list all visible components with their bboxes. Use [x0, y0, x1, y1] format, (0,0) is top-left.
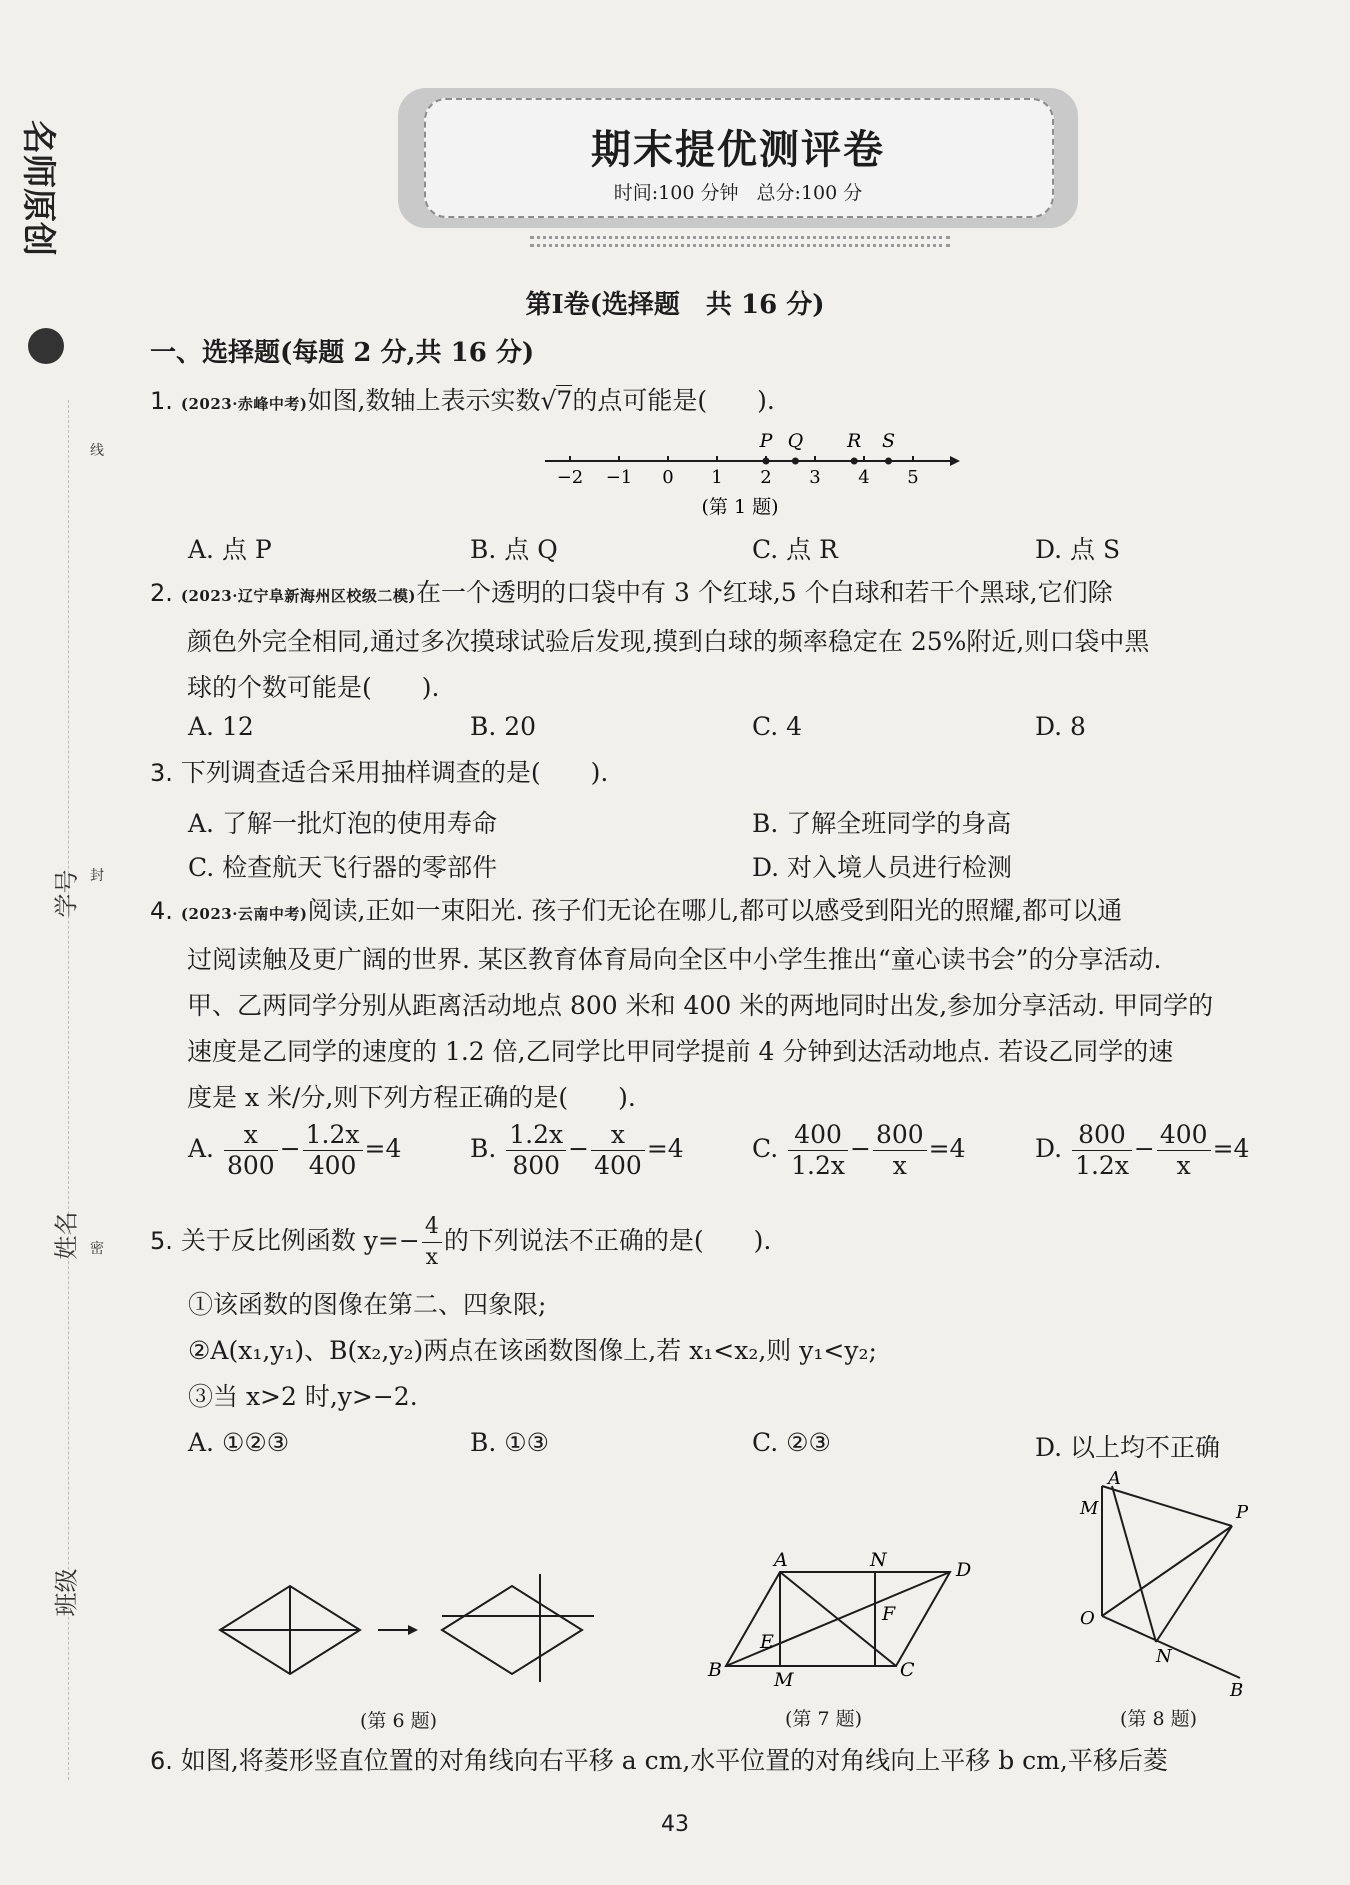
q3-option-d[interactable]: D. 对入境人员进行检测 [752, 853, 1013, 882]
figure-7 [700, 1536, 980, 1716]
q3-option-a[interactable]: A. 了解一批灯泡的使用寿命 [188, 809, 497, 838]
svg-text:P: P [1236, 1502, 1249, 1523]
number-line-point-label: S [881, 430, 896, 452]
section-heading: 第Ⅰ卷(选择题 共 16 分) [525, 290, 825, 320]
question-6: 6. 如图,将菱形竖直位置的对角线向右平移 a cm,水平位置的对角线向上平移 b cm,平移后菱 [150, 1746, 1168, 1775]
number-line-point [792, 458, 799, 465]
q4-option-d[interactable]: D. $\frac{800}{1.2x}$ − $\frac{400}{x}$ =4 [1035, 1120, 1250, 1180]
q3-option-b[interactable]: B. 了解全班同学的身高 [752, 809, 1012, 838]
question-5-statement-3: ③当 x>2 时,y>−2. [188, 1382, 418, 1411]
svg-text:O: O [1080, 1608, 1095, 1629]
svg-text:A: A [1108, 1470, 1121, 1489]
binding-label-seal: 封 [90, 868, 104, 884]
question-4: 4. (2023·云南中考)阅读,正如一束阳光. 孩子们无论在哪儿,都可以感受到阳光的照耀,都可以通 过阅读触及更广阔的世界. 某区教育体育局向全区中小学生推出“童心读书会”的分享活动. 甲、乙两同学分别从距离活动地点 800 米和 400 米的两地同时出发,参加分享活动. 甲同学的 速度是乙同学的速度的 1.2 倍,乙同学比甲同学提前 4 分钟到达活动地点. 若设乙同学的速 度是 x 米/分,则下列方程正确的是( ). [150, 896, 1214, 1112]
question-1: 1. (2023·赤峰中考)如图,数轴上表示实数√7的点可能是( ). [150, 386, 775, 415]
q1-option-a[interactable]: A. 点 P [188, 535, 272, 564]
question-3: 3. 下列调查适合采用抽样调查的是( ). [150, 758, 609, 787]
number-line-tick-label: −2 [556, 467, 584, 488]
binding-label-line: 线 [90, 443, 104, 459]
number-line-point [851, 458, 858, 465]
brand-text: 名师原创 [18, 120, 58, 256]
number-line-tick-label: 1 [711, 467, 723, 488]
svg-text:N: N [1156, 1646, 1172, 1667]
number-line-point [885, 458, 892, 465]
question-5: 5. 关于反比例函数 y=− $\frac{4}{x}$ 的下列说法不正确的是( ). [150, 1214, 772, 1270]
q3-option-c[interactable]: C. 检查航天飞行器的零部件 [188, 853, 498, 882]
brand-logo [18, 120, 66, 380]
svg-text:B: B [1230, 1680, 1244, 1700]
svg-text:E: E [760, 1631, 774, 1653]
figure-6-caption: (第 6 题) [360, 1710, 437, 1732]
q2-option-b[interactable]: B. 20 [470, 712, 537, 741]
q2-option-a[interactable]: A. 12 [188, 712, 254, 741]
number-line-point-label: R [847, 430, 862, 452]
q2-option-d[interactable]: D. 8 [1035, 712, 1086, 741]
figure-8-caption: (第 8 题) [1120, 1708, 1197, 1730]
question-source: (2023·赤峰中考) [180, 395, 308, 413]
question-2: 2. (2023·辽宁阜新海州区校级二模)在一个透明的口袋中有 3 个红球,5 个白球和若干个黑球,它们除 颜色外完全相同,通过多次摸球试验后发现,摸到白球的频率稳定在 25%附近,则口袋中黑 球的个数可能是( ). [150, 578, 1150, 702]
student-id-label: 学号 [52, 869, 81, 918]
svg-text:D: D [956, 1559, 972, 1581]
number-line-tick-label: −1 [605, 467, 633, 488]
number-line-tick-label: 4 [858, 467, 870, 488]
binding-label-secret: 密 [90, 1241, 104, 1257]
exam-time-info: 时间:100 分钟 总分:100 分 [613, 182, 863, 204]
number-line-point [763, 458, 770, 465]
number-line-tick-label: 0 [662, 467, 674, 488]
q5-option-a[interactable]: A. ①②③ [188, 1428, 290, 1457]
q2-option-c[interactable]: C. 4 [752, 712, 803, 741]
svg-text:C: C [900, 1659, 915, 1681]
figure-caption: (第 1 题) [701, 496, 779, 518]
name-label: 姓名 [52, 1211, 81, 1260]
number-line-tick-label: 3 [809, 467, 821, 488]
class-label: 班级 [52, 1568, 81, 1617]
page-title: 期末提优测评卷 [591, 127, 885, 173]
title-underline [530, 236, 950, 239]
brand-globe-icon [28, 328, 64, 364]
number-line-tick-label: 2 [760, 467, 772, 488]
number-line-figure [540, 425, 960, 525]
number-line-point-label: P [759, 430, 773, 452]
svg-text:F: F [882, 1603, 896, 1625]
svg-text:N: N [870, 1549, 887, 1571]
question-5-statement-2: ②A(x₁,y₁)、B(x₂,y₂)两点在该函数图像上,若 x₁<x₂,则 y₁<y₂; [188, 1336, 877, 1365]
q1-option-b[interactable]: B. 点 Q [470, 535, 558, 564]
q5-option-d[interactable]: D. 以上均不正确 [1035, 1433, 1221, 1462]
question-5-statement-1: ①该函数的图像在第二、四象限; [188, 1290, 547, 1319]
svg-text:M: M [774, 1669, 794, 1691]
sqrt-expression: √7 [540, 386, 573, 415]
q4-option-a[interactable]: A. $\frac{x}{800}$ − $\frac{1.2x}{400}$ =4 [188, 1120, 402, 1180]
part-heading: 一、选择题(每题 2 分,共 16 分) [150, 338, 535, 368]
figure-7-caption: (第 7 题) [785, 1708, 862, 1730]
page-number: 43 [661, 1812, 689, 1837]
q1-option-c[interactable]: C. 点 R [752, 535, 838, 564]
number-line-point-label: Q [787, 430, 804, 452]
figure-8 [1060, 1470, 1300, 1700]
number-line-tick-label: 5 [907, 467, 919, 488]
svg-text:M: M [1080, 1498, 1099, 1519]
q4-option-b[interactable]: B. $\frac{1.2x}{800}$ − $\frac{x}{400}$ =4 [470, 1120, 684, 1180]
title-box [398, 88, 1078, 228]
svg-text:A: A [774, 1549, 788, 1571]
q5-option-c[interactable]: C. ②③ [752, 1428, 831, 1457]
q5-option-b[interactable]: B. ①③ [470, 1428, 550, 1457]
q4-option-c[interactable]: C. $\frac{400}{1.2x}$ − $\frac{800}{x}$ =4 [752, 1120, 966, 1180]
q1-option-d[interactable]: D. 点 S [1035, 535, 1121, 564]
svg-text:B: B [708, 1659, 722, 1681]
